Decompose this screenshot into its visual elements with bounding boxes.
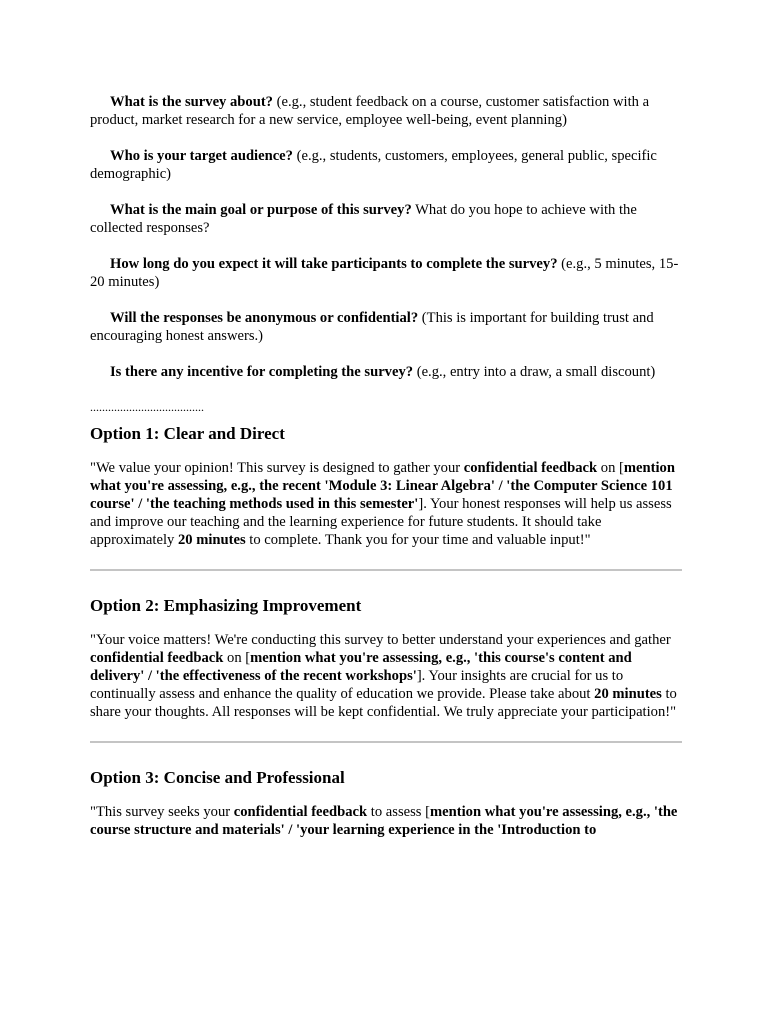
option-1-title: Option 1: Clear and Direct xyxy=(90,424,285,443)
bold-run: mention what you're assessing, e.g., 'the course structure and materials' / 'your learning experience in the 'Introduction to xyxy=(90,804,678,838)
text-run: ]. Your honest responses will help us assess and improve our teaching and the learning experience for future students. It should take approximately xyxy=(90,496,672,548)
option-1-text xyxy=(90,459,682,549)
bold-run: 20 minutes xyxy=(177,532,246,548)
bold-run: mention what you're assessing, e.g., the recent 'Module 3: Linear Algebra' / 'the Computer Science 101 course' / 'the teaching methods used in this semester' xyxy=(90,460,675,512)
text-run: "This survey seeks your xyxy=(90,804,234,820)
question-hint: What do you hope to achieve with the collected responses? xyxy=(90,202,637,236)
question-label: How long do you expect it will take participants to complete the survey? xyxy=(110,256,558,272)
question-duration xyxy=(90,255,682,291)
bold-run: confidential feedback xyxy=(90,650,224,666)
question-label: What is the main goal or purpose of this survey? xyxy=(110,202,412,218)
text-run: on [ xyxy=(223,650,251,666)
text-run: to share your thoughts. All responses will be kept confidential. We truly appreciate your participation!" xyxy=(90,686,677,720)
bold-run: confidential feedback xyxy=(463,460,598,476)
text-run: ]. Your insights are crucial for us to continually assess and enhance the quality of education we provide. Please take about xyxy=(90,668,624,702)
option-2-text xyxy=(90,631,682,721)
bold-run: confidential feedback xyxy=(233,804,368,820)
question-incentive xyxy=(90,363,682,381)
bold-run: mention what you're assessing, e.g., 'this course's content and delivery' / 'the effectiveness of the recent workshops' xyxy=(90,650,632,684)
question-label: Will the responses be anonymous or confidential? xyxy=(110,310,419,326)
document-body xyxy=(90,93,682,839)
divider xyxy=(90,741,682,743)
divider xyxy=(90,569,682,571)
question-hint: (e.g., students, customers, employees, general public, specific demographic) xyxy=(90,148,657,182)
text-run: to assess [ xyxy=(367,804,430,820)
dotted-separator: ...................................... xyxy=(90,400,204,414)
option-3-title: Option 3: Concise and Professional xyxy=(90,768,345,787)
question-audience xyxy=(90,147,682,183)
question-label: Who is your target audience? xyxy=(110,148,293,164)
question-label: Is there any incentive for completing the survey? xyxy=(110,364,414,380)
question-hint: (e.g., 5 minutes, 15-20 minutes) xyxy=(90,256,679,290)
text-run: "We value your opinion! This survey is designed to gather your xyxy=(90,460,464,476)
question-goal xyxy=(90,201,682,237)
option-3-text xyxy=(90,803,682,839)
text-run: to complete. Thank you for your time and valuable input!" xyxy=(245,532,591,548)
text-run: "Your voice matters! We're conducting this survey to better understand your experiences and gather xyxy=(90,632,671,648)
text-run: on [ xyxy=(597,460,624,476)
bold-run: 20 minutes xyxy=(594,686,662,702)
question-hint: (e.g., entry into a draw, a small discount) xyxy=(413,364,656,380)
question-about xyxy=(90,93,682,129)
question-hint: (This is important for building trust and encouraging honest answers.) xyxy=(90,310,654,344)
question-hint: (e.g., student feedback on a course, customer satisfaction with a product, market research for a new service, employee well-being, event planning) xyxy=(90,94,650,128)
question-anonymity xyxy=(90,309,682,345)
option-2-title: Option 2: Emphasizing Improvement xyxy=(90,596,362,615)
question-label: What is the survey about? xyxy=(110,94,273,110)
